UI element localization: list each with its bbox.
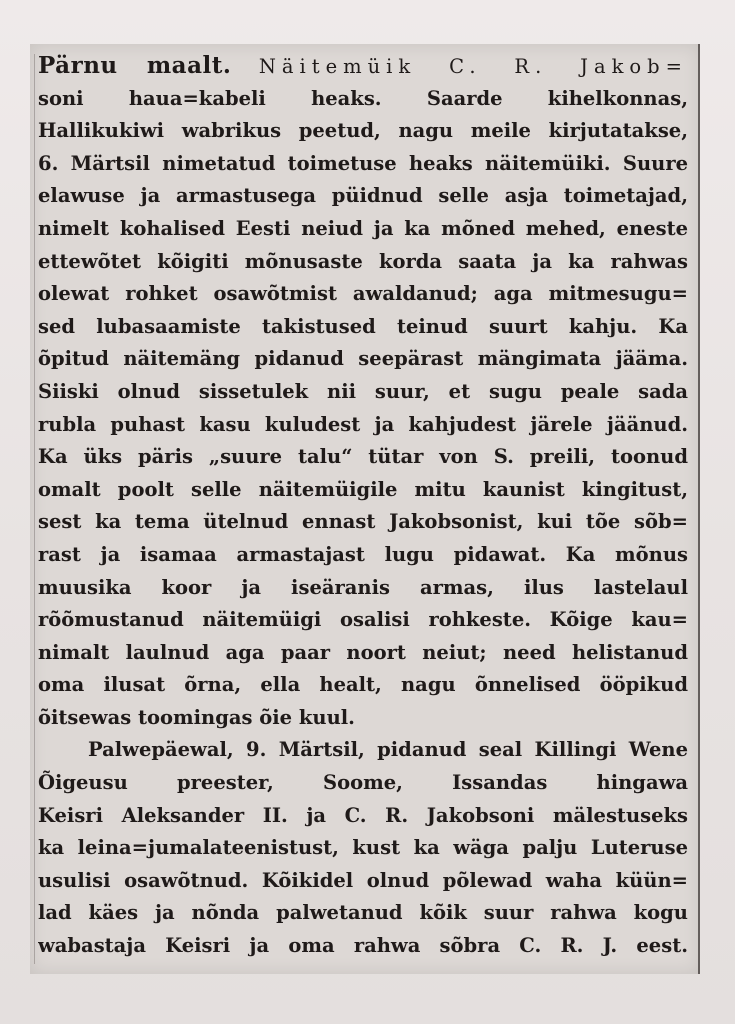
paragraph-1-line: omalt poolt selle näitemüigile mitu kaunist kingitust, xyxy=(38,477,688,501)
article-body xyxy=(38,50,688,963)
paragraph-1-line: rast ja isamaa armastajast lugu pidawat. Ka mõnus xyxy=(38,542,688,566)
paragraph-1-line: õpitud näitemäng pidanud seepärast mängimata jääma. xyxy=(38,347,688,371)
newspaper-clipping xyxy=(30,44,700,974)
paragraph-2-line: usulisi osawõtnud. Kõikidel olnud põlewad waha küün= xyxy=(38,868,688,892)
paragraph-1-line: olewat rohket osawõtmist awaldanud; aga mitmesugu= xyxy=(38,282,688,306)
article-line-1-rest: Näitemüik C. R. Jakob= xyxy=(258,55,688,78)
paragraph-2-line: lad käes ja nõnda palwetanud kõik suur rahwa kogu xyxy=(38,901,688,925)
paragraph-1-line: Siiski olnud sissetulek nii suur, et sugu peale sada xyxy=(38,379,688,403)
paragraph-1-line: elawuse ja armastusega püidnud selle asja toimetajad, xyxy=(38,184,688,208)
paragraph-2-line: Õigeusu preester, Soome, Issandas hingawa xyxy=(38,771,688,795)
paragraph-2-first-line: Palwepäewal, 9. Märtsil, pidanud seal Killingi Wene xyxy=(88,738,688,762)
paragraph-1-last-line: õitsewas toomingas õie kuul. xyxy=(38,705,355,729)
article-line-1 xyxy=(38,50,688,83)
paragraph-1-line: oma ilusat õrna, ella healt, nagu õnnelised ööpikud xyxy=(38,673,688,697)
paragraph-1-line: ettewõtet kõigiti mõnusaste korda saata ja ka rahwas xyxy=(38,249,688,273)
paragraph-1-line: 6. Märtsil nimetatud toimetuse heaks näitemüiki. Suure xyxy=(38,151,688,175)
paragraph-1-line: sed lubasaamiste takistused teinud suurt kahju. Ka xyxy=(38,314,688,338)
paragraph-1-line: Ka üks päris „suure talu“ tütar von S. preili, toonud xyxy=(38,445,688,469)
paragraph-2-line: Keisri Aleksander II. ja C. R. Jakobsoni mälestuseks xyxy=(38,803,688,827)
paragraph-1-line: Hallikukiwi wabrikus peetud, nagu meile kirjutatakse, xyxy=(38,119,688,143)
paragraph-1-line: nimalt laulnud aga paar noort neiut; need helistanud xyxy=(38,640,688,664)
left-column-rule xyxy=(34,54,35,964)
paragraph-1-line: soni haua=kabeli heaks. Saarde kihelkonnas, xyxy=(38,86,688,110)
paragraph-1-line: muusika koor ja iseäranis armas, ilus lastelaul xyxy=(38,575,688,599)
paragraph-2-line: ka leina=jumalateenistust, kust ka wäga palju Luteruse xyxy=(38,836,688,860)
article-headline: Pärnu maalt. xyxy=(38,52,232,79)
paragraph-1-line: sest ka tema ütelnud ennast Jakobsonist, kui tõe sõb= xyxy=(38,510,688,534)
paragraph-1-line: rubla puhast kasu kuludest ja kahjudest järele jäänud. xyxy=(38,412,688,436)
paragraph-1-line: rõõmustanud näitemüigi osalisi rohkeste. Kõige kau= xyxy=(38,608,688,632)
paragraph-2-line: wabastaja Keisri ja oma rahwa sõbra C. R. J. eest. xyxy=(38,934,688,958)
right-column-rule xyxy=(698,44,700,974)
paragraph-1-line: nimelt kohalised Eesti neiud ja ka mõned mehed, eneste xyxy=(38,216,688,240)
